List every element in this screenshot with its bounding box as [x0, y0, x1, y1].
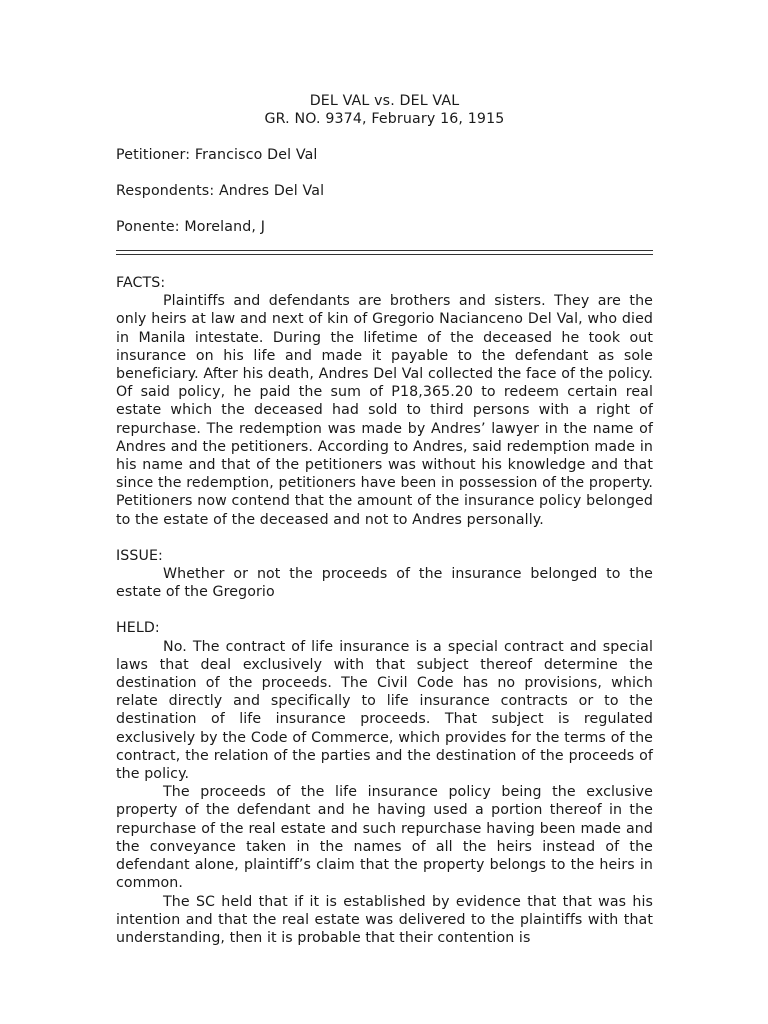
petitioner-line: Petitioner: Francisco Del Val	[116, 147, 318, 163]
case-meta	[116, 146, 653, 236]
issue-heading: ISSUE:	[116, 547, 163, 564]
held-section	[116, 619, 653, 947]
held-paragraph-3: The SC held that if it is established by evidence that that was his intention and that the real estate was delivered to the plaintiffs with that understanding, then it is probable that their contention is	[116, 893, 653, 946]
respondents-line: Respondents: Andres Del Val	[116, 183, 325, 199]
facts-heading: FACTS:	[116, 275, 166, 291]
ponente-line: Ponente: Moreland, J	[116, 219, 266, 235]
issue-section	[116, 547, 653, 602]
document-page	[116, 0, 653, 947]
held-paragraph-1: No. The contract of life insurance is a special contract and special laws that deal exclusively with that subject thereof determine the destination of the proceeds. The Civil Code has no provisions, which relate directly and specifically to life insurance contracts or to the destination of life insurance proceeds. That subject is regulated exclusively by the Code of Commerce, which provides for the terms of the contract, the relation of the parties and the destination of the proceeds of the policy.	[116, 638, 653, 783]
issue-paragraph: Whether or not the proceeds of the insurance belonged to the estate of the Gregorio	[116, 566, 653, 601]
facts-paragraph: Plaintiffs and defendants are brothers and sisters. They are the only heirs at law and next of kin of Gregorio Nacianceno Del Val, who died in Manila intestate. During the lifetime of the deceased he took out insurance on his life and made it payable to the defendant as sole beneficiary. After his death, Andres Del Val collected the face of the policy. Of said policy, he paid the sum of P18,365.20 to redeem certain real estate which the deceased had sold to third persons with a right of repurchase. The redemption was made by Andres’ lawyer in the name of Andres and the petitioners. According to Andres, said redemption made in his name and that of the petitioners was without his knowledge and that since the redemption, petitioners have been in possession of the property. Petitioners now contend that the amount of the insurance policy belonged to the estate of the deceased and not to Andres personally.	[116, 293, 653, 528]
case-citation: GR. NO. 9374, February 16, 1915	[264, 111, 505, 127]
case-title-block	[116, 92, 653, 128]
held-heading: HELD:	[116, 620, 160, 637]
held-paragraph-2: The proceeds of the life insurance policy being the exclusive property of the defendant and he having used a portion thereof in the repurchase of the real estate and such repurchase having been made and the conveyance taken in the names of all the heirs instead of the defendant alone, plaintiff’s claim that the property belongs to the heirs in common.	[116, 784, 653, 892]
facts-section	[116, 274, 653, 529]
double-rule-divider	[116, 250, 653, 255]
case-title: DEL VAL vs. DEL VAL	[309, 93, 460, 109]
